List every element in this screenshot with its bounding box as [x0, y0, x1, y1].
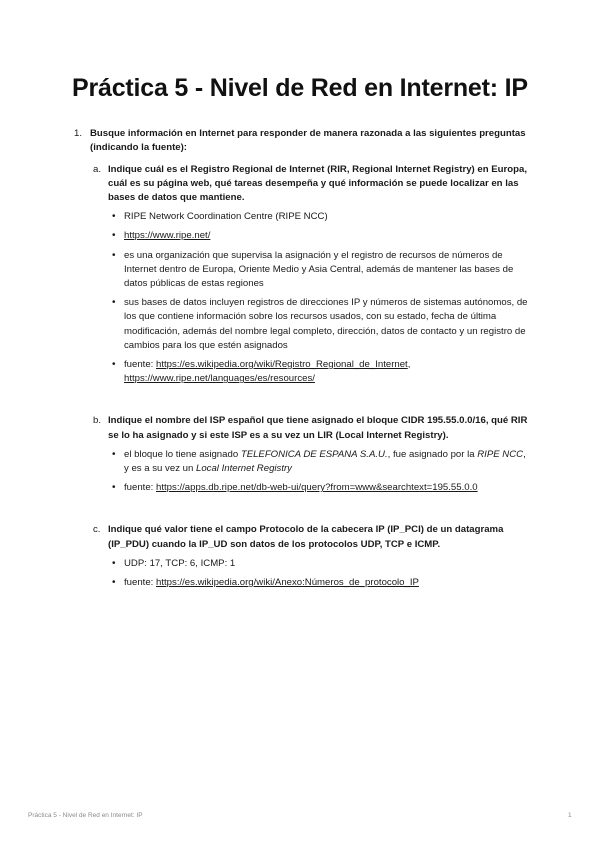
list-item: • es una organización que supervisa la asignación y el registro de recursos de números de Internet dentro de Europa, Oriente Medio y Asia Central, además de mantener las bases de datos públicas de estas regiones	[110, 249, 529, 292]
list-item: • fuente: https://apps.db.ripe.net/db-web-ui/query?from=www&searchtext=195.55.0.0	[110, 481, 529, 495]
subquestion-c	[74, 523, 529, 590]
sub-letter: a.	[93, 163, 102, 175]
sub-question-text: Indique cuál es el Registro Regional de Internet (RIR, Regional Internet Registry) en Europa, cuál es su página web, qué tareas desempeña y qué información se puede localizar en las bases de datos que mantiene.	[108, 163, 527, 203]
list-item	[110, 229, 529, 243]
sub-letter: c.	[93, 524, 101, 536]
page-number: 1	[568, 812, 572, 819]
answer-list	[110, 557, 529, 590]
list-item: • el bloque lo tiene asignado TELEFONICA DE ESPANA S.A.U., fue asignado por la RIPE NCC, y es a su vez un Local Internet Registry	[110, 448, 529, 476]
list-item: • UDP: 17, TCP: 6, ICMP: 1	[110, 557, 529, 571]
page-title: Práctica 5 - Nivel de Red en Internet: IP	[72, 74, 528, 102]
ripe-link[interactable]: https://www.ripe.net/	[124, 230, 211, 242]
subquestion-a	[74, 163, 529, 387]
question-1	[74, 127, 529, 155]
sub-question-text: Indique qué valor tiene el campo Protocolo de la cabecera IP (IP_PCI) de un datagrama (IP_PDU) cuando la IP_UD son datos de los protocolos UDP, TCP e ICMP.	[108, 524, 504, 550]
footer-title: Práctica 5 - Nivel de Red en Internet: IP	[28, 812, 143, 819]
sub-letter: b.	[93, 415, 102, 427]
ripe-query-link[interactable]: https://apps.db.ripe.net/db-web-ui/query?from=www&searchtext=195.55.0.0	[156, 482, 478, 494]
list-item: • fuente: https://es.wikipedia.org/wiki/Registro_Regional_de_Internet, https://www.ripe.net/languages/es/resources/	[110, 358, 529, 386]
list-item: • sus bases de datos incluyen registros de direcciones IP y números de sistemas autónomos, de los que contiene información sobre los recursos usados, con su estado, fecha de última modificación, además del nombre legal completo, dirección, datos de contacto y un registro de cambios para los que estén asignados	[110, 296, 529, 353]
sub-question-text: Indique el nombre del ISP español que tiene asignado el bloque CIDR 195.55.0.0/16, qué RIR se lo ha asignado y si este ISP es a su vez un LIR (Local Internet Registry).	[108, 415, 528, 441]
wikipedia-protocol-link[interactable]: https://es.wikipedia.org/wiki/Anexo:Números_de_protocolo_IP	[156, 577, 419, 589]
answer-list	[110, 210, 529, 386]
answer-list	[110, 448, 529, 496]
subquestion-b	[74, 414, 529, 495]
list-item: • RIPE Network Coordination Centre (RIPE NCC)	[110, 210, 529, 224]
question-text: Busque información en Internet para responder de manera razonada a las siguientes preguntas (indicando la fuente):	[90, 128, 526, 153]
wikipedia-rir-link[interactable]: https://es.wikipedia.org/wiki/Registro_Regional_de_Internet	[156, 359, 408, 371]
question-number: 1.	[74, 128, 83, 139]
question-list	[74, 127, 529, 590]
list-item: • fuente: https://es.wikipedia.org/wiki/Anexo:Números_de_protocolo_IP	[110, 576, 529, 590]
ripe-resources-link[interactable]: https://www.ripe.net/languages/es/resources/	[124, 373, 315, 385]
